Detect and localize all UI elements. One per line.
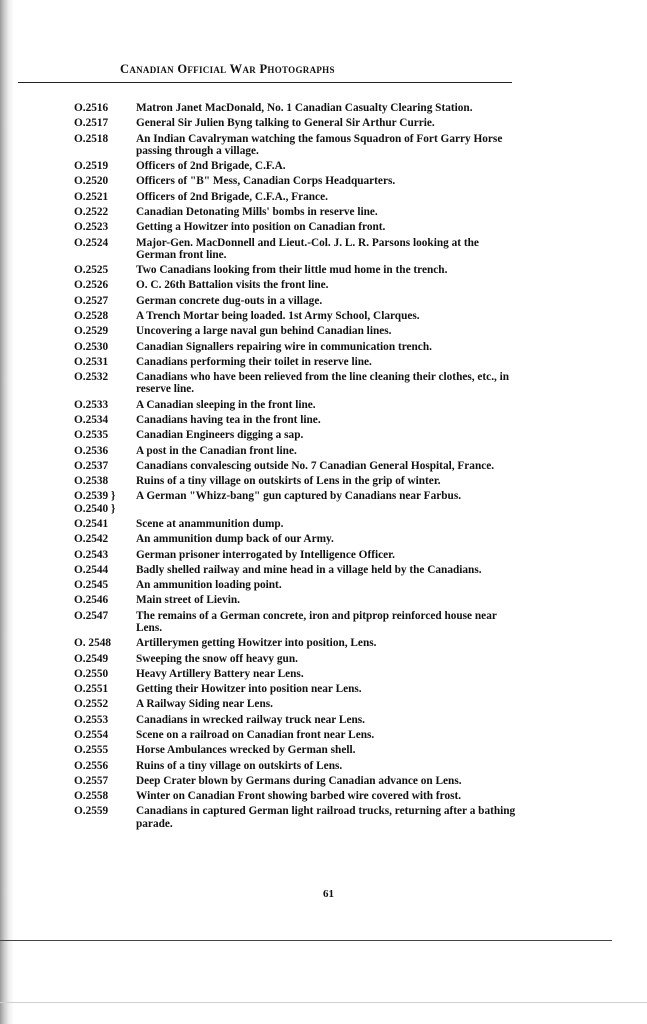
list-item — [74, 295, 520, 307]
photo-number: O.2541 — [74, 517, 109, 530]
photo-caption: Canadians convalescing outside No. 7 Canadian General Hospital, France. — [136, 459, 495, 472]
list-item — [74, 117, 520, 129]
list-item — [74, 760, 520, 772]
list-item — [74, 221, 520, 233]
photo-caption: Uncovering a large naval gun behind Canadian lines. — [136, 325, 392, 338]
photo-number: O.2522 — [74, 205, 109, 218]
photo-number: O.2558 — [74, 790, 109, 803]
photo-number: O.2518 — [74, 132, 109, 145]
header-rule — [18, 82, 512, 83]
list-item — [74, 533, 520, 545]
photo-caption: Canadians having tea in the front line. — [136, 413, 321, 426]
photo-number: O.2543 — [74, 548, 109, 561]
photo-caption: Getting their Howitzer into position near Lens. — [136, 683, 362, 696]
photo-caption: Artillerymen getting Howitzer into position, Lens. — [136, 637, 377, 650]
footer-rule — [0, 940, 612, 941]
photo-caption: Ruins of a tiny village on outskirts of Lens in the grip of winter. — [136, 475, 441, 488]
list-item — [74, 564, 520, 576]
list-item — [74, 744, 520, 756]
photo-number: O.2556 — [74, 759, 109, 772]
photo-number: O.2520 — [74, 175, 109, 188]
list-item — [74, 264, 520, 276]
photo-caption: Major-Gen. MacDonnell and Lieut.-Col. J. L. R. Parsons looking at the German front line. — [136, 236, 479, 261]
photo-caption: A post in the Canadian front line. — [136, 444, 297, 457]
photo-caption: Canadian Detonating Mills' bombs in reserve line. — [136, 205, 378, 218]
list-item — [74, 237, 520, 261]
list-item — [74, 637, 520, 649]
photo-caption: Canadian Signallers repairing wire in communication trench. — [136, 340, 432, 353]
photo-number: O.2528 — [74, 309, 109, 322]
photo-number: O.2525 — [74, 264, 109, 277]
list-item — [74, 729, 520, 741]
list-item — [74, 310, 520, 322]
photo-caption: Two Canadians looking from their little mud home in the trench. — [136, 264, 448, 277]
list-item — [74, 191, 520, 203]
photo-caption: German concrete dug-outs in a village. — [136, 294, 323, 307]
photo-caption: Canadians performing their toilet in reserve line. — [136, 355, 372, 368]
photo-number: O.2535 — [74, 429, 109, 442]
photograph-list — [74, 102, 520, 833]
photo-number: O. 2548 — [74, 637, 112, 650]
photo-number: O.2553 — [74, 713, 109, 726]
photo-number: O.2519 — [74, 160, 109, 173]
photo-caption: Canadians in captured German light railroad trucks, returning after a bathing parade. — [136, 805, 516, 830]
photo-number: O.2545 — [74, 579, 109, 592]
list-item — [74, 325, 520, 337]
list-item — [74, 683, 520, 695]
photo-number: O.2547 — [74, 609, 109, 622]
list-item — [74, 175, 520, 187]
photo-number: O.2559 — [74, 805, 109, 818]
photo-number: O.2532 — [74, 371, 109, 384]
photo-number: O.2534 — [74, 413, 109, 426]
photo-caption: General Sir Julien Byng talking to General Sir Arthur Currie. — [136, 117, 435, 130]
photo-number: O.2538 — [74, 475, 109, 488]
photo-caption: Ruins of a tiny village on outskirts of Lens. — [136, 759, 343, 772]
list-item — [74, 160, 520, 172]
photo-number: O.2533 — [74, 398, 109, 411]
list-item — [74, 102, 520, 114]
photo-number: O.2529 — [74, 325, 109, 338]
list-item — [74, 460, 520, 472]
photo-caption: Getting a Howitzer into position on Canadian front. — [136, 221, 386, 234]
photo-number: O.2554 — [74, 729, 109, 741]
photo-number: O.2539 } O.2540 } — [74, 490, 116, 515]
photo-number: O.2549 — [74, 652, 109, 665]
photo-number: O.2546 — [74, 594, 109, 607]
photo-caption: Scene on a railroad on Canadian front near Lens. — [136, 729, 375, 741]
list-item — [74, 518, 520, 530]
photo-number: O.2536 — [74, 444, 109, 457]
page-scan-edge — [0, 0, 14, 1024]
photo-caption: An Indian Cavalryman watching the famous Squadron of Fort Garry Horse passing through a village. — [136, 132, 503, 157]
list-item — [74, 698, 520, 710]
list-item — [74, 790, 520, 802]
photo-number: O.2552 — [74, 698, 109, 711]
photo-number: O.2555 — [74, 744, 109, 757]
list-item — [74, 133, 520, 157]
list-item — [74, 206, 520, 218]
list-item — [74, 429, 520, 441]
photo-caption: The remains of a German concrete, iron and pitprop reinforced house near Lens. — [136, 609, 497, 634]
page-header: Canadian Official War Photographs — [120, 62, 335, 76]
photo-caption: O. C. 26th Battalion visits the front line. — [136, 279, 329, 292]
list-item — [74, 610, 520, 634]
list-item — [74, 579, 520, 591]
photo-number: O.2527 — [74, 294, 109, 307]
photo-number: O.2517 — [74, 117, 109, 130]
photo-caption: Officers of 2nd Brigade, C.F.A. — [136, 160, 286, 173]
list-item — [74, 775, 520, 787]
photo-number: O.2524 — [74, 236, 109, 249]
list-item — [74, 371, 520, 395]
photo-caption: Horse Ambulances wrecked by German shell. — [136, 744, 356, 757]
photo-number: O.2531 — [74, 355, 109, 368]
photo-caption: A Canadian sleeping in the front line. — [136, 398, 316, 411]
photo-number: O.2521 — [74, 190, 109, 203]
photo-caption: A Trench Mortar being loaded. 1st Army School, Clarques. — [136, 309, 420, 322]
list-item — [74, 445, 520, 457]
page-number: 61 — [323, 888, 334, 900]
photo-caption: Main street of Lievin. — [136, 594, 240, 607]
list-item — [74, 805, 520, 829]
scan-bottom-edge — [0, 1002, 647, 1003]
photo-caption: Sweeping the snow off heavy gun. — [136, 652, 298, 665]
list-item — [74, 414, 520, 426]
photo-caption: Canadian Engineers digging a sap. — [136, 429, 304, 442]
list-item — [74, 356, 520, 368]
list-item — [74, 594, 520, 606]
list-item — [74, 279, 520, 291]
photo-caption: A German "Whizz-bang" gun captured by Canadians near Farbus. — [136, 490, 462, 503]
photo-number: O.2526 — [74, 279, 109, 292]
list-item — [74, 668, 520, 680]
photo-caption: Badly shelled railway and mine head in a village held by the Canadians. — [136, 563, 482, 576]
photo-caption: Winter on Canadian Front showing barbed wire covered with frost. — [136, 790, 462, 803]
photo-number: O.2516 — [74, 102, 109, 114]
photo-caption: Deep Crater blown by Germans during Canadian advance on Lens. — [136, 774, 462, 787]
photo-caption: Canadians in wrecked railway truck near Lens. — [136, 713, 365, 726]
photo-caption: Matron Janet MacDonald, No. 1 Canadian Casualty Clearing Station. — [136, 102, 473, 114]
photo-number: O.2557 — [74, 774, 109, 787]
photo-caption: Officers of "B" Mess, Canadian Corps Headquarters. — [136, 175, 396, 188]
photo-number: O.2544 — [74, 563, 109, 576]
photo-caption: A Railway Siding near Lens. — [136, 698, 273, 711]
list-item — [74, 341, 520, 353]
photo-number: O.2530 — [74, 340, 109, 353]
photo-number: O.2537 — [74, 459, 109, 472]
list-item — [74, 399, 520, 411]
photo-caption: Officers of 2nd Brigade, C.F.A., France. — [136, 190, 328, 203]
photo-number: O.2542 — [74, 533, 109, 546]
photo-caption: German prisoner interrogated by Intelligence Officer. — [136, 548, 395, 561]
photo-caption: An ammunition loading point. — [136, 579, 282, 592]
list-item — [74, 490, 520, 514]
list-item — [74, 653, 520, 665]
list-item — [74, 714, 520, 726]
photo-caption: Canadians who have been relieved from the line cleaning their clothes, etc., in reserve line. — [136, 371, 510, 396]
photo-caption: Scene at anammunition dump. — [136, 517, 284, 530]
photo-caption: Heavy Artillery Battery near Lens. — [136, 667, 304, 680]
list-item — [74, 549, 520, 561]
photo-number: O.2523 — [74, 221, 109, 234]
photo-number: O.2550 — [74, 667, 109, 680]
list-item — [74, 475, 520, 487]
photo-caption: An ammunition dump back of our Army. — [136, 533, 334, 546]
photo-number: O.2551 — [74, 683, 109, 696]
